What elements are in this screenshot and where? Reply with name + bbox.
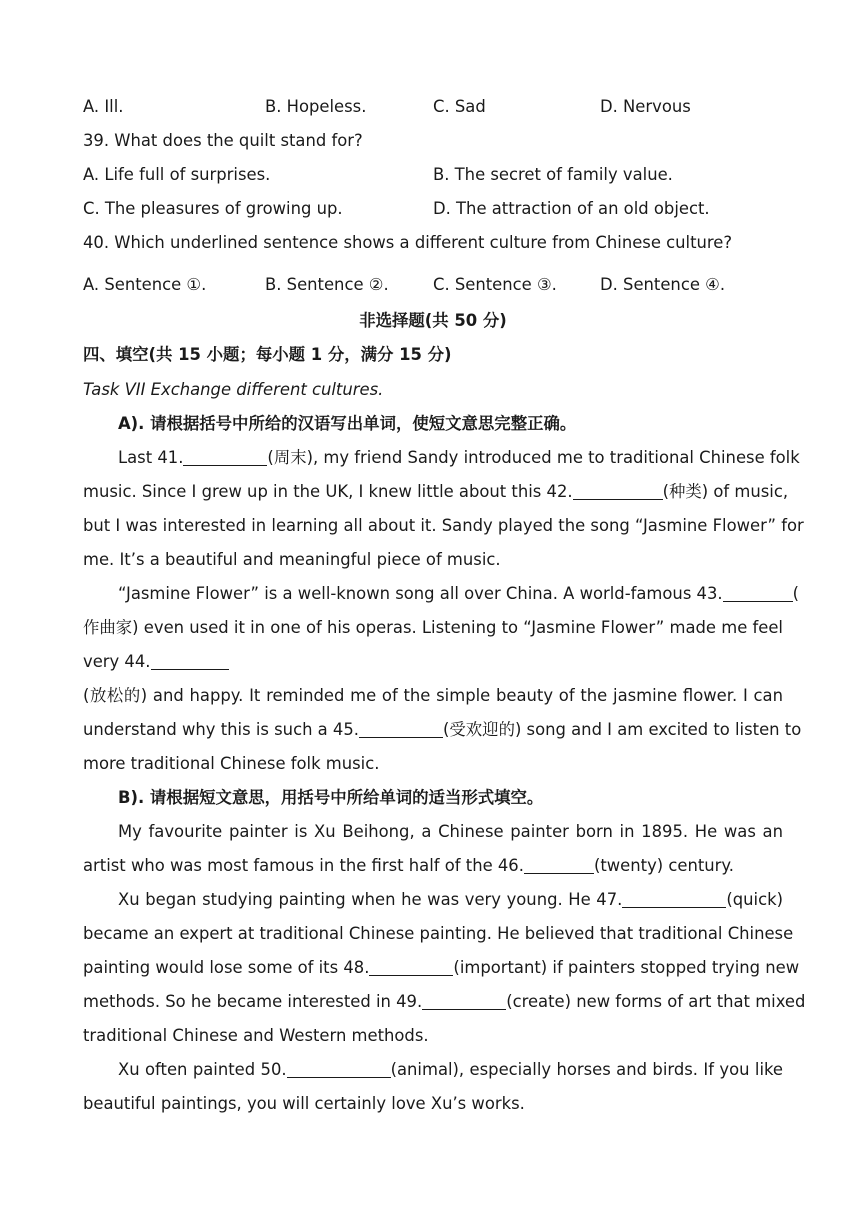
blank-42[interactable]	[573, 481, 663, 500]
part-b-instruction: B). 请根据短文意思，用括号中所给单词的适当形式填空。	[118, 788, 544, 807]
task-title: Task VII Exchange different cultures.	[83, 380, 384, 399]
text: artist who was most famous in the first half of the 46.	[83, 856, 524, 875]
q40-option-a: A. Sentence ①.	[83, 275, 207, 294]
text: (种类) of music,	[662, 482, 789, 501]
part-a-line-7	[83, 645, 229, 679]
blank-43[interactable]	[723, 583, 793, 602]
part-a-line-5	[118, 577, 800, 611]
q39-option-b: B. The secret of family value.	[433, 165, 673, 184]
text: (animal), especially horses and birds. If you like	[390, 1060, 783, 1079]
q38-options	[83, 90, 783, 124]
blank-49[interactable]	[422, 991, 506, 1010]
q38-option-b: B. Hopeless.	[265, 97, 367, 116]
part-b-line-2	[83, 849, 734, 883]
text: (周末), my friend Sandy introduced me to traditional Chinese folk	[267, 448, 800, 467]
q38-option-d: D. Nervous	[600, 97, 691, 116]
text: music. Since I grew up in the UK, I knew little about this 42.	[83, 482, 573, 501]
section-title: 非选择题(共 50 分)	[359, 311, 507, 330]
part-a-line-1	[118, 441, 800, 475]
q40-option-d: D. Sentence ④.	[600, 275, 726, 294]
part-b-line-1: My favourite painter is Xu Beihong, a Chinese painter born in 1895. He was an	[118, 822, 783, 841]
part-a-line-10: more traditional Chinese folk music.	[83, 754, 380, 773]
text: “Jasmine Flower” is a well-known song all over China. A world-famous 43.	[118, 584, 723, 603]
part-a-line-2	[83, 475, 789, 509]
q39-options-row2	[83, 192, 783, 226]
text: methods. So he became interested in 49.	[83, 992, 423, 1011]
part-a-line-8: (放松的) and happy. It reminded me of the simple beauty of the jasmine flower. I can	[83, 686, 783, 705]
part-b-line-8	[118, 1053, 783, 1087]
q39-question: 39. What does the quilt stand for?	[83, 131, 363, 150]
part-b-line-5	[83, 951, 800, 985]
text: Last 41.	[118, 448, 184, 467]
text: (create) new forms of art that mixed	[506, 992, 806, 1011]
part-a-line-4: me. It’s a beautiful and meaningful piece of music.	[83, 550, 501, 569]
text: understand why this is such a 45.	[83, 720, 359, 739]
blank-47[interactable]	[622, 889, 726, 908]
q40-question: 40. Which underlined sentence shows a different culture from Chinese culture?	[83, 233, 733, 252]
q39-option-a: A. Life full of surprises.	[83, 165, 271, 184]
q39-option-d: D. The attraction of an old object.	[433, 199, 710, 218]
text: Xu began studying painting when he was very young. He 47.	[118, 890, 623, 909]
q38-option-a: A. Ill.	[83, 97, 124, 116]
blank-44[interactable]	[151, 651, 229, 670]
part-a-line-9	[83, 713, 802, 747]
part4-title: 四、填空(共 15 小题；每小题 1 分，满分 15 分)	[83, 345, 452, 364]
text: painting would lose some of its 48.	[83, 958, 370, 977]
part-a-line-3: but I was interested in learning all about it. Sandy played the song “Jasmine Flower” for	[83, 516, 804, 535]
text: Xu often painted 50.	[118, 1060, 287, 1079]
blank-50[interactable]	[287, 1059, 391, 1078]
blank-41[interactable]	[183, 447, 267, 466]
blank-48[interactable]	[369, 957, 453, 976]
q38-option-c: C. Sad	[433, 97, 486, 116]
part-b-line-3	[118, 883, 783, 917]
text: (important) if painters stopped trying new	[453, 958, 800, 977]
part-b-line-9: beautiful paintings, you will certainly love Xu’s works.	[83, 1094, 525, 1113]
q39-options-row1	[83, 158, 783, 192]
text: (	[792, 584, 800, 603]
part-a-instruction: A). 请根据括号中所给的汉语写出单词，使短文意思完整正确。	[118, 414, 577, 433]
q40-option-b: B. Sentence ②.	[265, 275, 389, 294]
part-a-line-6: 作曲家) even used it in one of his operas. Listening to “Jasmine Flower” made me feel	[83, 618, 783, 637]
text: (quick)	[726, 890, 783, 909]
q40-option-c: C. Sentence ③.	[433, 275, 557, 294]
blank-46[interactable]	[524, 855, 594, 874]
q39-option-c: C. The pleasures of growing up.	[83, 199, 343, 218]
part-b-line-7: traditional Chinese and Western methods.	[83, 1026, 429, 1045]
text: (twenty) century.	[593, 856, 734, 875]
text: very 44.	[83, 652, 151, 671]
q40-options	[83, 268, 783, 302]
blank-45[interactable]	[359, 719, 443, 738]
part-b-line-6	[83, 985, 806, 1019]
text: (受欢迎的) song and I am excited to listen to	[443, 720, 802, 739]
part-b-line-4: became an expert at traditional Chinese painting. He believed that traditional Chinese	[83, 924, 794, 943]
